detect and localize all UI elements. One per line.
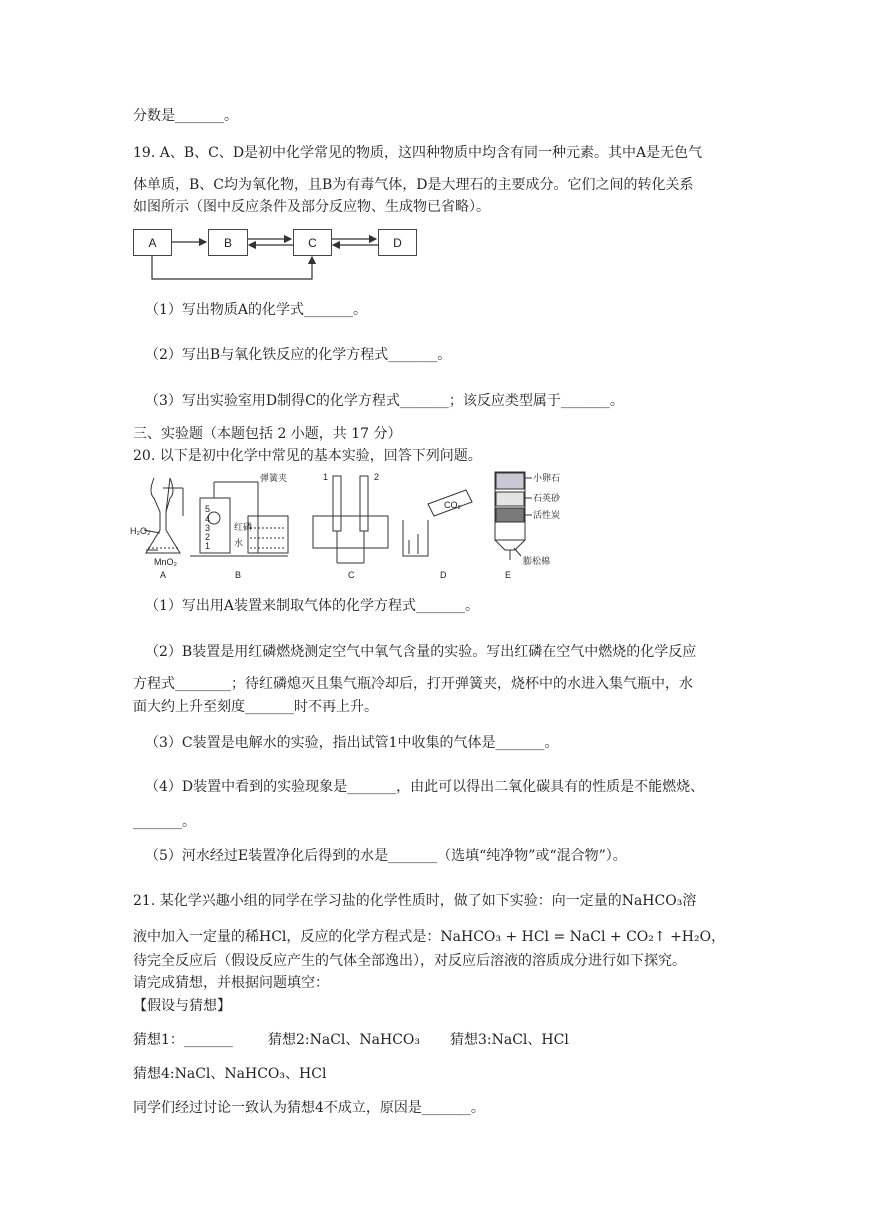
q19-line-a: 19. A、B、C、D是初中化学常见的物质，这四种物质中均含有同一种元素。其中A是无色气 [133, 145, 703, 161]
label-co2: CO₂ [444, 500, 461, 510]
q19-3: （3）写出实验室用D制得C的化学方程式_______；该反应类型属于_______。 [145, 393, 624, 409]
mark-2: 2 [205, 532, 211, 542]
label-tube-1: 1 [323, 472, 329, 482]
mark-3: 3 [205, 523, 211, 533]
label-mno2: MnO₂ [154, 557, 177, 567]
label-h2o2: H₂O₂ [130, 526, 151, 536]
apparatus-a [144, 478, 183, 553]
q19-line-c: 如图所示（图中反应条件及部分反应物、生成物已省略）。 [133, 199, 490, 215]
apparatus-d [403, 490, 472, 556]
label-d: D [440, 570, 447, 580]
label-activated-carbon: 活性炭 [533, 510, 561, 520]
q19-line-b: 体单质，B、C均为氧化物，且B为有毒气体，D是大理石的主要成分。它们之间的转化关系 [133, 177, 694, 193]
q20-1: （1）写出用A装置来制取气体的化学方程式_______。 [145, 598, 480, 614]
q21-line-d: 请完成猜想，并根据问题填空： [133, 975, 329, 991]
label-red-phosphorus: 红磷 [234, 522, 253, 532]
q20-5: （5）河水经过E装置净化后得到的水是_______（选填“纯净物”或“混合物”）。 [145, 848, 627, 864]
q20-4-line-b: _______。 [133, 814, 196, 830]
apparatus-figure [128, 468, 568, 583]
conclusion: 同学们经过讨论一致认为猜想4不成立，原因是_______。 [133, 1100, 485, 1116]
mark-4: 4 [205, 514, 211, 524]
label-pebble: 小卵石 [533, 473, 561, 483]
node-b: B [208, 229, 248, 256]
flow-arrows [0, 0, 869, 300]
node-a: A [133, 229, 172, 256]
q21-line-a: 21. 某化学兴趣小组的同学在学习盐的化学性质时，做了如下实验：向一定量的NaHCO₃溶 [133, 893, 697, 909]
guess-4: 猜想4:NaCl、NaHCO₃、HCl [133, 1066, 327, 1082]
hypothesis-heading: 【假设与猜想】 [133, 998, 231, 1014]
q20-2-line-b: 方程式________；待红磷熄灭且集气瓶冷却后，打开弹簧夹，烧杯中的水进入集气瓶中，水 [133, 676, 693, 692]
section-3-heading: 三、实验题（本题包括 2 小题，共 17 分） [133, 426, 402, 442]
apparatus-c [313, 476, 388, 563]
label-sand: 石英砂 [533, 493, 561, 503]
q20-stem: 20. 以下是初中化学中常见的基本实验，回答下列问题。 [133, 448, 482, 464]
q19-2: （2）写出B与氧化铁反应的化学方程式_______。 [145, 347, 452, 363]
mark-1: 1 [205, 541, 211, 551]
q21-line-b: 液中加入一定量的稀HCl，反应的化学方程式是：NaHCO₃ + HCl = NaCl + CO₂↑ +H₂O， [133, 929, 726, 945]
label-c: C [348, 570, 355, 580]
line-l1: 分数是_______。 [133, 108, 238, 124]
apparatus-e [495, 472, 532, 560]
q21-line-c: 待完全反应后（假设反应产生的气体全部逸出），对反应后溶液的溶质成分进行如下探究。 [133, 953, 686, 969]
guess-3: 猜想3:NaCl、HCl [450, 1032, 569, 1048]
node-c: C [293, 229, 332, 256]
label-spring-clip: 弹簧夹 [260, 473, 288, 483]
guess-1: 猜想1：_______ [133, 1032, 233, 1048]
q20-2-line-c: 面大约上升至刻度_______时不再上升。 [133, 699, 378, 715]
label-water: 水 [234, 538, 244, 548]
guess-2: 猜想2:NaCl、NaHCO₃ [268, 1032, 421, 1048]
label-b: B [235, 570, 242, 580]
label-cotton: 膨松棉 [523, 556, 551, 566]
q20-2-line-a: （2）B装置是用红磷燃烧测定空气中氧气含量的实验。写出红磷在空气中燃烧的化学反应 [145, 644, 697, 660]
q20-3: （3）C装置是电解水的实验，指出试管1中收集的气体是_______。 [145, 735, 559, 751]
q20-4-line-a: （4）D装置中看到的实验现象是_______，由此可以得出二氧化碳具有的性质是不能燃烧、 [145, 779, 705, 795]
label-a: A [160, 570, 167, 580]
label-e: E [505, 570, 512, 580]
node-d: D [378, 229, 417, 256]
mark-5: 5 [205, 504, 211, 514]
label-tube-2: 2 [374, 472, 380, 482]
q19-1: （1）写出物质A的化学式_______。 [145, 302, 368, 318]
